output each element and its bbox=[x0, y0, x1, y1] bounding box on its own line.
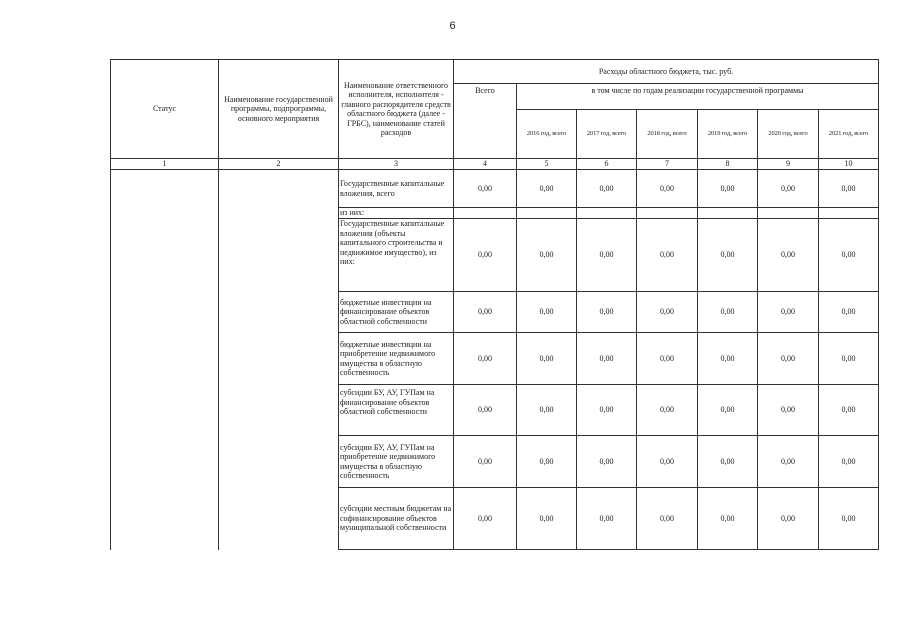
column-number: 8 bbox=[698, 159, 758, 170]
row-label: субсидии БУ, АУ, ГУПам на финансирование объектов областной собственности bbox=[339, 385, 454, 436]
value-2017: 0,00 bbox=[577, 292, 637, 333]
value-2017: 0,00 bbox=[577, 170, 637, 208]
header-year-2016: 2016 год, всего bbox=[517, 110, 577, 159]
status-cell bbox=[111, 170, 219, 550]
column-number: 4 bbox=[454, 159, 517, 170]
value-2016: 0,00 bbox=[517, 488, 577, 550]
value-2018: 0,00 bbox=[637, 219, 698, 292]
value-2020: 0,00 bbox=[758, 292, 819, 333]
table-row bbox=[111, 170, 879, 208]
value-total: 0,00 bbox=[454, 170, 517, 208]
value-2018: 0,00 bbox=[637, 385, 698, 436]
value-2019: 0,00 bbox=[698, 219, 758, 292]
header-by-years: в том числе по годам реализации государственной программы bbox=[517, 84, 879, 110]
value-2021: 0,00 bbox=[819, 292, 879, 333]
row-label: Государственные капитальные вложения (объекты капитального строительства и недвижимое имущество), из них: bbox=[339, 219, 454, 292]
value-2020: 0,00 bbox=[758, 170, 819, 208]
row-label: субсидии БУ, АУ, ГУПам на приобретение недвижимого имущества в областную собственность bbox=[339, 436, 454, 488]
value-2018: 0,00 bbox=[637, 488, 698, 550]
value-2018: 0,00 bbox=[637, 436, 698, 488]
header-program-name: Наименование государственной программы, подпрограммы, основного мероприятия bbox=[219, 60, 339, 159]
value-total: 0,00 bbox=[454, 436, 517, 488]
value-2018: 0,00 bbox=[637, 170, 698, 208]
row-label: Государственные капитальные вложения, всего bbox=[339, 170, 454, 208]
value-total: 0,00 bbox=[454, 488, 517, 550]
value-2017: 0,00 bbox=[577, 488, 637, 550]
column-number: 10 bbox=[819, 159, 879, 170]
value-2016: 0,00 bbox=[517, 333, 577, 385]
value-2017: 0,00 bbox=[577, 436, 637, 488]
value-2018: 0,00 bbox=[637, 292, 698, 333]
value-total bbox=[454, 208, 517, 219]
value-2021: 0,00 bbox=[819, 219, 879, 292]
value-2019 bbox=[698, 208, 758, 219]
value-total: 0,00 bbox=[454, 333, 517, 385]
value-2019: 0,00 bbox=[698, 292, 758, 333]
column-number: 3 bbox=[339, 159, 454, 170]
header-executor: Наименование ответственного исполнителя, исполнителя - главного распорядителя средств областного бюджета (далее - ГРБС), наименование статей расходов bbox=[339, 60, 454, 159]
value-2019: 0,00 bbox=[698, 170, 758, 208]
value-2018: 0,00 bbox=[637, 333, 698, 385]
value-2020: 0,00 bbox=[758, 488, 819, 550]
program-name-cell bbox=[219, 170, 339, 550]
header-year-2017: 2017 год, всего bbox=[577, 110, 637, 159]
header-status: Статус bbox=[111, 60, 219, 159]
value-2016: 0,00 bbox=[517, 170, 577, 208]
column-number: 5 bbox=[517, 159, 577, 170]
row-label: бюджетные инвестиции на финансирование объектов областной собственности bbox=[339, 292, 454, 333]
value-2019: 0,00 bbox=[698, 385, 758, 436]
row-label: из них: bbox=[339, 208, 454, 219]
value-2016 bbox=[517, 208, 577, 219]
value-2020: 0,00 bbox=[758, 333, 819, 385]
value-2017: 0,00 bbox=[577, 333, 637, 385]
value-2021: 0,00 bbox=[819, 385, 879, 436]
value-2016: 0,00 bbox=[517, 219, 577, 292]
value-2021: 0,00 bbox=[819, 488, 879, 550]
value-2021: 0,00 bbox=[819, 333, 879, 385]
header-row-1 bbox=[111, 60, 879, 84]
column-number: 6 bbox=[577, 159, 637, 170]
value-2020: 0,00 bbox=[758, 436, 819, 488]
value-2021 bbox=[819, 208, 879, 219]
value-2019: 0,00 bbox=[698, 436, 758, 488]
budget-table bbox=[110, 59, 879, 550]
value-2021: 0,00 bbox=[819, 436, 879, 488]
header-year-2018: 2018 год, всего bbox=[637, 110, 698, 159]
page-number: 6 bbox=[449, 20, 456, 32]
value-2020 bbox=[758, 208, 819, 219]
value-total: 0,00 bbox=[454, 385, 517, 436]
header-total: Всего bbox=[454, 84, 517, 159]
value-2017 bbox=[577, 208, 637, 219]
header-year-2019: 2019 год, всего bbox=[698, 110, 758, 159]
row-label: бюджетные инвестиции на приобретение недвижимого имущества в областную собственность bbox=[339, 333, 454, 385]
column-number: 7 bbox=[637, 159, 698, 170]
value-2020: 0,00 bbox=[758, 219, 819, 292]
value-2019: 0,00 bbox=[698, 488, 758, 550]
value-2021: 0,00 bbox=[819, 170, 879, 208]
column-numbers-row bbox=[111, 159, 879, 170]
column-number: 2 bbox=[219, 159, 339, 170]
value-total: 0,00 bbox=[454, 292, 517, 333]
header-year-2020: 2020 год, всего bbox=[758, 110, 819, 159]
value-2017: 0,00 bbox=[577, 385, 637, 436]
header-expenses: Расходы областного бюджета, тыс. руб. bbox=[454, 60, 879, 84]
value-2016: 0,00 bbox=[517, 436, 577, 488]
value-2016: 0,00 bbox=[517, 385, 577, 436]
value-2017: 0,00 bbox=[577, 219, 637, 292]
value-2018 bbox=[637, 208, 698, 219]
row-label: субсидии местным бюджетам на софинансирование объектов муниципальной собственности bbox=[339, 488, 454, 550]
value-2020: 0,00 bbox=[758, 385, 819, 436]
header-year-2021: 2021 год, всего bbox=[819, 110, 879, 159]
column-number: 9 bbox=[758, 159, 819, 170]
value-2016: 0,00 bbox=[517, 292, 577, 333]
value-2019: 0,00 bbox=[698, 333, 758, 385]
value-total: 0,00 bbox=[454, 219, 517, 292]
column-number: 1 bbox=[111, 159, 219, 170]
